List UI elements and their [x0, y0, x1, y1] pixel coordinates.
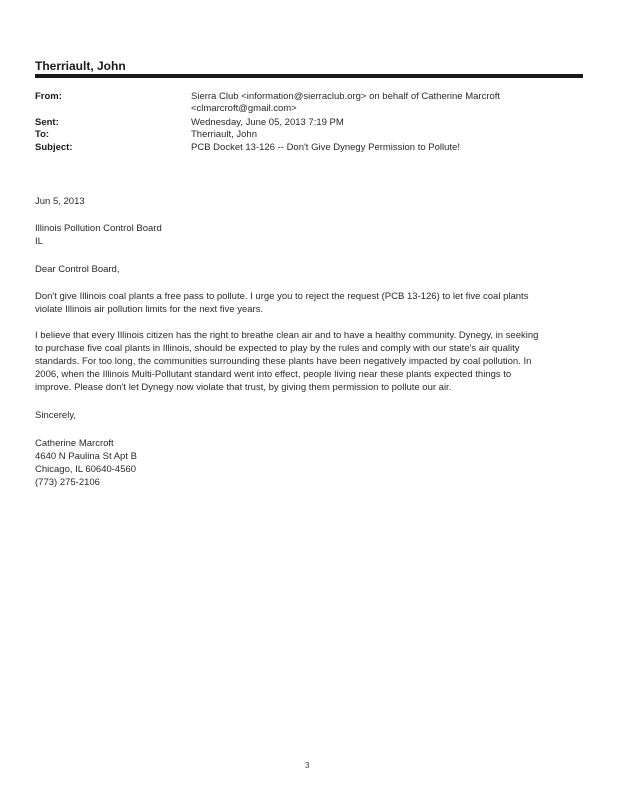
from-value-line2: <clmarcroft@gmail.com>	[191, 103, 297, 114]
sent-label: Sent:	[35, 117, 59, 128]
paragraph-2-line1: I believe that every Illinois citizen has the right to breathe clean air and to have a healthy community. Dynegy, in seeking	[35, 330, 539, 341]
paragraph-2-line5: improve. Please don't let Dynegy now violate that trust, by giving them permission to pollute our air.	[35, 382, 452, 393]
paragraph-2-line2: to purchase five coal plants in Illinois, should be expected to play by the rules and comply with our state's air quality	[35, 343, 520, 354]
to-value: Therriault, John	[191, 129, 258, 140]
from-label: From:	[35, 91, 62, 102]
email-sender-name: Therriault, John	[35, 59, 126, 73]
paragraph-2	[35, 329, 595, 394]
recipient-block	[35, 222, 162, 248]
from-value	[191, 91, 500, 115]
recipient-line2: IL	[35, 236, 43, 247]
paragraph-2-line3: standards. For too long, the communities surrounding these plants have been negatively impacted by coal pollution. In	[35, 356, 532, 367]
sent-value: Wednesday, June 05, 2013 7:19 PM	[191, 117, 344, 128]
from-value-line1: Sierra Club <information@sierraclub.org> on behalf of Catherine Marcroft	[191, 91, 501, 102]
paragraph-1-line1: Don't give Illinois coal plants a free pass to pollute. I urge you to reject the request (PCB 13-126) to let five coal plants	[35, 291, 529, 302]
recipient-line1: Illinois Pollution Control Board	[35, 223, 162, 234]
paragraph-2-line4: 2006, when the Illinois Multi-Pollutant standard went into effect, people living near these plants expected things to	[35, 369, 512, 380]
page-number: 3	[305, 761, 310, 770]
letter-date: Jun 5, 2013	[35, 196, 85, 207]
closing: Sincerely,	[35, 410, 77, 421]
header-rule	[35, 74, 583, 78]
signature-name: Catherine Marcroft	[35, 438, 114, 449]
to-label: To:	[35, 129, 50, 140]
subject-label: Subject:	[35, 142, 73, 153]
salutation: Dear Control Board,	[35, 264, 120, 275]
signature-phone: (773) 275-2106	[35, 477, 100, 488]
signature-block	[35, 437, 137, 489]
paragraph-1	[35, 290, 595, 316]
signature-address2: Chicago, IL 60640-4560	[35, 464, 137, 475]
subject-value: PCB Docket 13-126 -- Don't Give Dynegy Permission to Pollute!	[191, 142, 460, 153]
signature-address1: 4640 N Paulina St Apt B	[35, 451, 137, 462]
paragraph-1-line2: violate Illinois air pollution limits for the next five years.	[35, 304, 264, 315]
